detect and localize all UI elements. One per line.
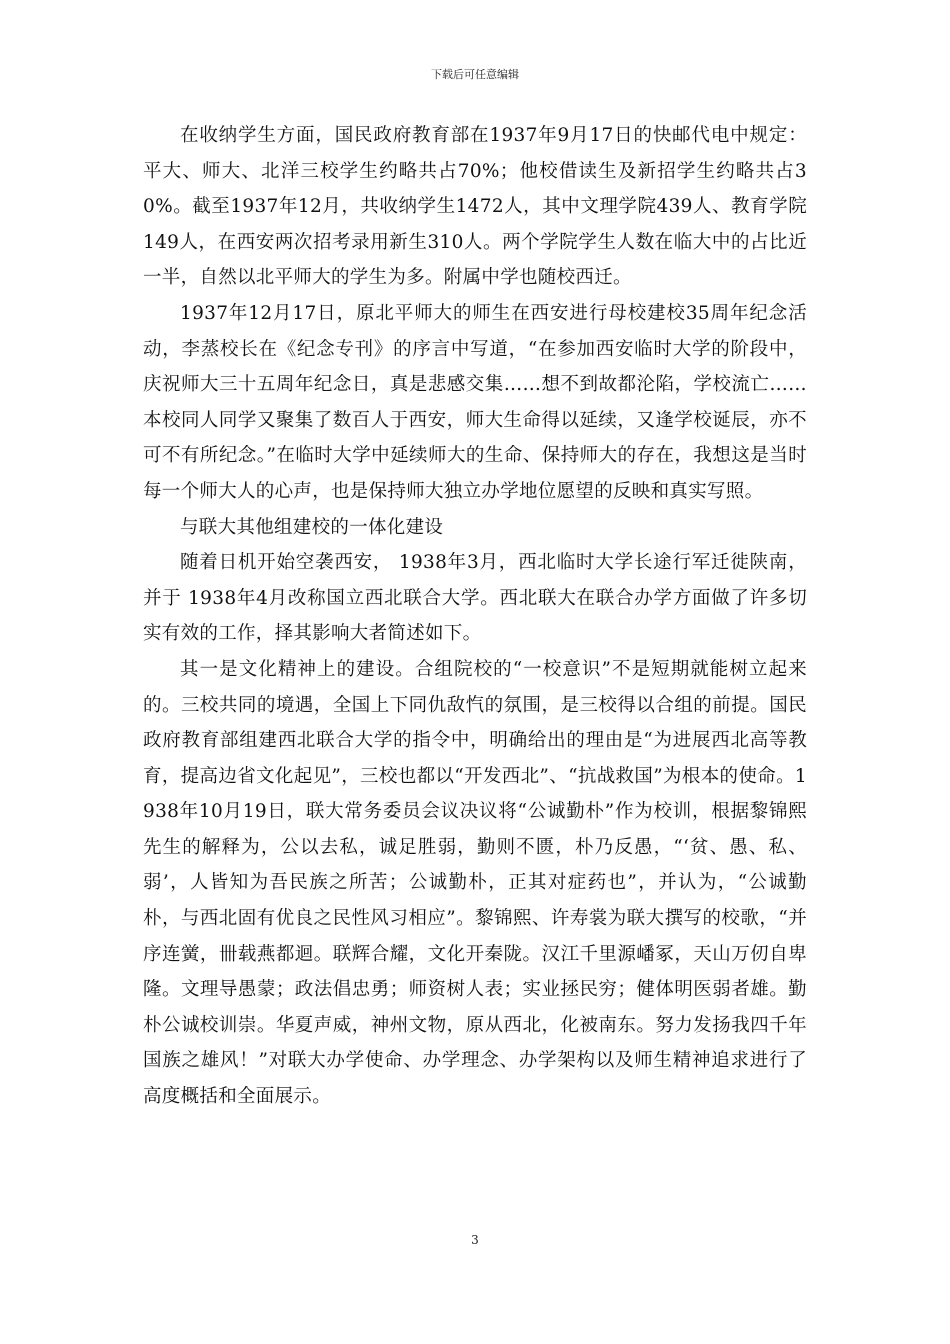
document-body <box>143 118 807 1115</box>
paragraph-student-enrollment: 在收纳学生方面，国民政府教育部在1937年9月17日的快邮代电中规定：平大、师大、北洋三校学生约略共占70%；他校借读生及新招学生约略共占30%。截至1937年12月，共收纳学生1472人，其中文理学院439人、教育学院149人，在西安两次招考录用新生310人。两个学院学生人数在临大中的占比近一半，自然以北平师大的学生为多。附属中学也随校西迁。 <box>143 125 807 289</box>
page-header: 下载后可任意编辑 <box>431 68 519 81</box>
section-heading: 与联大其他组建校的一体化建设 <box>180 516 444 538</box>
paragraph-anniversary: 1937年12月17日，原北平师大的师生在西安进行母校建校35周年纪念活动，李蒸校长在《纪念专刊》的序言中写道，“在参加西安临时大学的阶段中，庆祝师大三十五周年纪念日，真是悲感交集……想不到故都沦陷，学校流亡……本校同人同学又聚集了数百人于西安，师大生命得以延续，又逢学校诞辰，亦不可不有所纪念。”在临时大学中延续师大的生命、保持师大的存在，我想这是当时每一个师大人的心声，也是保持师大独立办学地位愿望的反映和真实写照。 <box>143 302 807 502</box>
paragraph-cultural-spirit: 其一是文化精神上的建设。合组院校的“一校意识”不是短期就能树立起来的。三校共同的境遇，全国上下同仇敌忾的氛围，是三校得以合组的前提。国民政府教育部组建西北联合大学的指令中，明确给出的理由是“为进展西北高等教育，提高边省文化起见”，三校也都以“开发西北”、“抗战救国”为根本的使命。1938年10月19日，联大常务委员会议决议将“公诚勤朴”作为校训，根据黎锦熙先生的解释为，公以去私，诚足胜弱，勤则不匮，朴乃反愚，“‘贫、愚、私、弱’，人皆知为吾民族之所苦；公诚勤朴，正其对症药也”，并认为，“公诚勤朴，与西北固有优良之民性风习相应”。黎锦熙、许寿裳为联大撰写的校歌，“并序连黉，卌载燕都迴。联辉合耀，文化开秦陇。汉江千里源嶓冢，天山万仞自卑隆。文理导愚蒙；政法倡忠勇；师资树人表；实业拯民穷；健体明医弱者雄。勤朴公诚校训崇。华夏声威，神州文物，原从西北，化被南东。努力发扬我四千年国族之雄风！”对联大办学使命、办学理念、办学架构以及师生精神追求进行了高度概括和全面展示。 <box>143 658 807 1108</box>
paragraph-relocation: 随着日机开始空袭西安， 1938年3月，西北临时大学长途行军迁徙陕南，并于 1938年4月改称国立西北联合大学。西北联大在联合办学方面做了许多切实有效的工作，择其影响大者简述如下。 <box>143 552 807 645</box>
page-number: 3 <box>471 1233 479 1247</box>
